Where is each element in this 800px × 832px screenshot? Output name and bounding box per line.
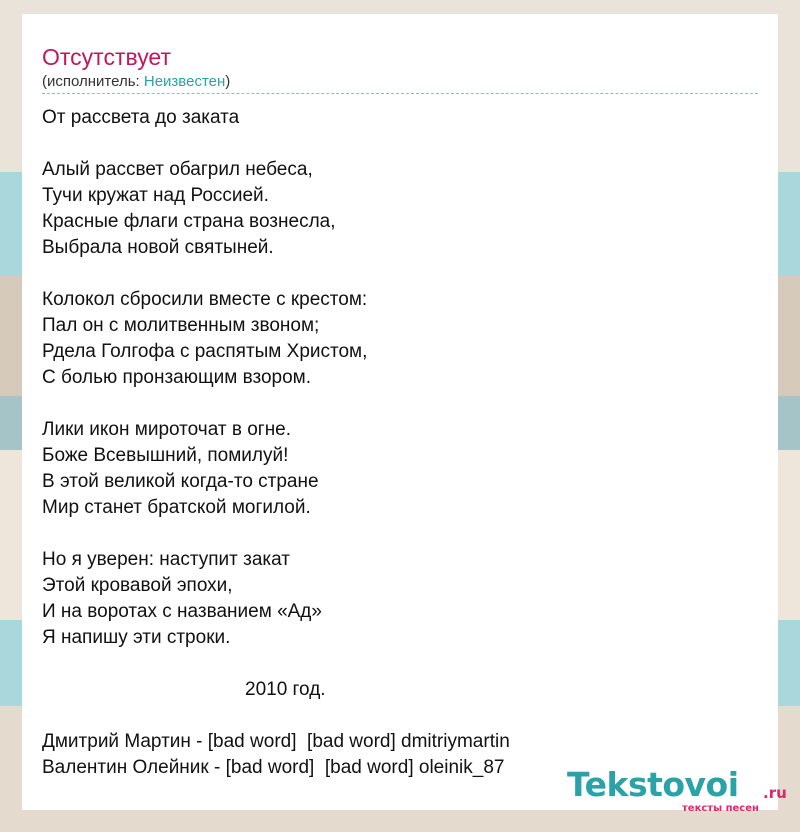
- lyric-line: Колокол сбросили вместе с крестом:: [42, 289, 368, 310]
- artist-suffix: ): [225, 73, 231, 90]
- lyric-line: Валентин Олейник - [bad word] [bad word] oleinik_87: [42, 757, 505, 778]
- title-divider: [42, 93, 758, 94]
- stanza-gap: [42, 651, 762, 677]
- lyric-line: Рдела Голгофа с распятым Христом,: [42, 341, 368, 362]
- stanza-gap: [42, 131, 762, 157]
- lyric-line: Дмитрий Мартин - [bad word] [bad word] dmitriymartin: [42, 731, 510, 752]
- lyrics-body: [42, 105, 762, 781]
- lyric-line: Пал он с молитвенным звоном;: [42, 315, 320, 336]
- lyric-line: Алый рассвет обагрил небеса,: [42, 159, 313, 180]
- logo-tld: .ru: [763, 784, 787, 802]
- lyric-line: От рассвета до заката: [42, 107, 240, 128]
- lyric-line: Я напишу эти строки.: [42, 627, 231, 648]
- stanza-gap: [42, 703, 762, 729]
- lyrics-card: [22, 14, 787, 814]
- logo-wordmark: Tekstovoi: [567, 765, 739, 804]
- lyric-line: Этой кровавой эпохи,: [42, 575, 233, 596]
- stanza-gap: [42, 391, 762, 417]
- stanza-gap: [42, 521, 762, 547]
- lyric-line: С болью пронзающим взором.: [42, 367, 311, 388]
- artist-name-link[interactable]: Неизвестен: [143, 73, 226, 90]
- lyric-line: 2010 год.: [245, 679, 326, 700]
- lyric-line: Но я уверен: наступит закат: [42, 549, 290, 570]
- artist-line: [42, 73, 230, 91]
- lyric-line: Мир станет братской могилой.: [42, 497, 311, 518]
- lyric-line: В этой великой когда-то стране: [42, 471, 319, 492]
- lyric-line: И на воротах с названием «Ад»: [42, 601, 322, 622]
- lyric-line: Выбрала новой святыней.: [42, 237, 274, 258]
- stanza-gap: [42, 261, 762, 287]
- lyric-line: Красные флаги страна вознесла,: [42, 211, 336, 232]
- lyric-line: Боже Всевышний, помилуй!: [42, 445, 289, 466]
- lyric-line: Лики икон мироточат в огне.: [42, 419, 292, 440]
- artist-prefix: (исполнитель:: [42, 73, 144, 90]
- song-title: Отсутствует: [42, 44, 171, 70]
- logo-tagline: тексты песен: [682, 803, 759, 814]
- lyric-line: Тучи кружат над Россией.: [42, 185, 269, 206]
- site-logo[interactable]: [567, 765, 787, 814]
